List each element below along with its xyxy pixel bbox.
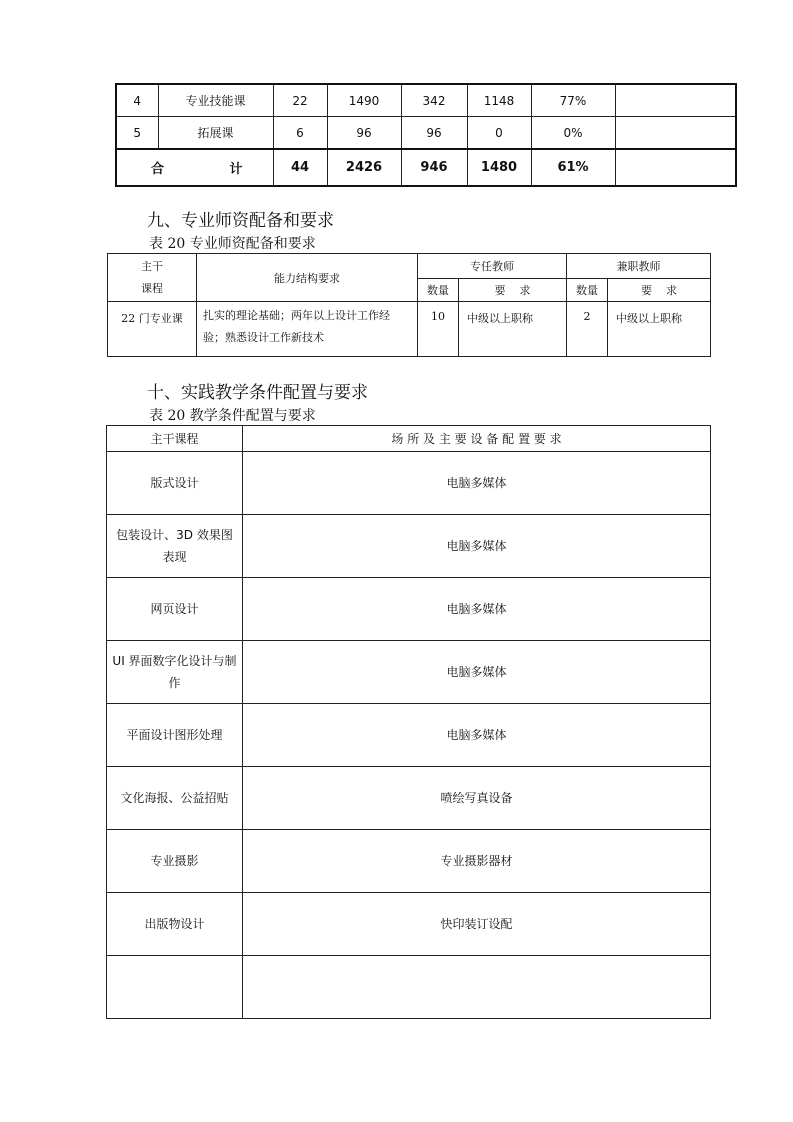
practice-equipment: 专业摄影器材 <box>243 830 711 893</box>
practice-equipment: 电脑多媒体 <box>243 452 711 515</box>
practice-ratio: 77% <box>531 84 615 117</box>
header-course-line2: 课程 <box>141 281 163 295</box>
practice-course: 出版物设计 <box>107 893 243 956</box>
table-row <box>108 302 711 357</box>
practice-equipment: 电脑多媒体 <box>243 704 711 767</box>
practice-equipment <box>243 956 711 1019</box>
note-cell <box>615 117 736 150</box>
course-hours-table <box>115 83 737 187</box>
section-9-heading: 九、专业师资配备和要求 <box>147 211 334 231</box>
row-number: 4 <box>116 84 158 117</box>
course-count: 6 <box>273 117 327 150</box>
header-fulltime-teachers: 专任教师 <box>418 254 567 279</box>
practice-conditions-table <box>106 425 711 1019</box>
practice-course: 平面设计图形处理 <box>107 704 243 767</box>
faculty-ability: 扎实的理论基础；两年以上设计工作经验；熟悉设计工作新技术 <box>197 302 418 357</box>
total-note <box>615 149 736 186</box>
faculty-table <box>107 253 711 357</box>
course-type: 拓展课 <box>158 117 273 150</box>
practice-equipment: 电脑多媒体 <box>243 578 711 641</box>
table-row <box>116 117 736 150</box>
practice-hours: 1148 <box>467 84 531 117</box>
total-hours-sum: 2426 <box>327 149 401 186</box>
table-20-caption: 表 20 专业师资配备和要求 <box>149 236 316 252</box>
practice-ratio: 0% <box>531 117 615 150</box>
practice-course: 包装设计、3D 效果图表现 <box>107 515 243 578</box>
parttime-requirement: 中级以上职称 <box>608 302 711 357</box>
total-practice-hours: 1480 <box>467 149 531 186</box>
theory-hours: 96 <box>401 117 467 150</box>
practice-course: UI 界面数字化设计与制作 <box>107 641 243 704</box>
table-20b-caption: 表 20 教学条件配置与要求 <box>149 408 316 424</box>
header-equipment: 场 所 及 主 要 设 备 配 置 要 求 <box>243 426 711 452</box>
header-main-course: 主干课程 <box>107 426 243 452</box>
total-hours: 1490 <box>327 84 401 117</box>
note-cell <box>615 84 736 117</box>
practice-equipment: 喷绘写真设备 <box>243 767 711 830</box>
course-type: 专业技能课 <box>158 84 273 117</box>
practice-equipment: 电脑多媒体 <box>243 641 711 704</box>
parttime-count: 2 <box>567 302 608 357</box>
table-row <box>107 578 711 641</box>
total-row <box>116 149 736 186</box>
table-header-row <box>108 254 711 279</box>
table-row <box>116 84 736 117</box>
theory-hours: 342 <box>401 84 467 117</box>
practice-course: 文化海报、公益招贴 <box>107 767 243 830</box>
practice-equipment: 快印装订设配 <box>243 893 711 956</box>
faculty-course: 22 门专业课 <box>108 302 197 357</box>
total-label-a: 合 <box>151 162 165 177</box>
fulltime-count: 10 <box>418 302 459 357</box>
table-row <box>107 830 711 893</box>
practice-course <box>107 956 243 1019</box>
practice-course: 版式设计 <box>107 452 243 515</box>
table-row <box>107 452 711 515</box>
header-parttime-count: 数量 <box>567 279 608 302</box>
header-parttime-requirement: 要 求 <box>608 279 711 302</box>
header-course-line1: 主干 <box>141 259 163 273</box>
practice-course: 专业摄影 <box>107 830 243 893</box>
practice-hours: 0 <box>467 117 531 150</box>
total-label <box>116 149 273 186</box>
table-row <box>107 767 711 830</box>
total-hours: 96 <box>327 117 401 150</box>
table-header-row <box>107 426 711 452</box>
practice-course: 网页设计 <box>107 578 243 641</box>
header-ability: 能力结构要求 <box>197 254 418 302</box>
header-parttime-teachers: 兼职教师 <box>567 254 711 279</box>
total-theory-hours: 946 <box>401 149 467 186</box>
table-row <box>107 956 711 1019</box>
header-main-course <box>108 254 197 302</box>
fulltime-requirement: 中级以上职称 <box>459 302 567 357</box>
total-course-count: 44 <box>273 149 327 186</box>
table-row <box>107 704 711 767</box>
total-practice-ratio: 61% <box>531 149 615 186</box>
table-row <box>107 893 711 956</box>
header-fulltime-count: 数量 <box>418 279 459 302</box>
practice-equipment: 电脑多媒体 <box>243 515 711 578</box>
section-10-heading: 十、实践教学条件配置与要求 <box>147 383 368 403</box>
table-row <box>107 641 711 704</box>
row-number: 5 <box>116 117 158 150</box>
total-label-b: 计 <box>229 162 243 177</box>
header-fulltime-requirement: 要 求 <box>459 279 567 302</box>
course-count: 22 <box>273 84 327 117</box>
table-row <box>107 515 711 578</box>
